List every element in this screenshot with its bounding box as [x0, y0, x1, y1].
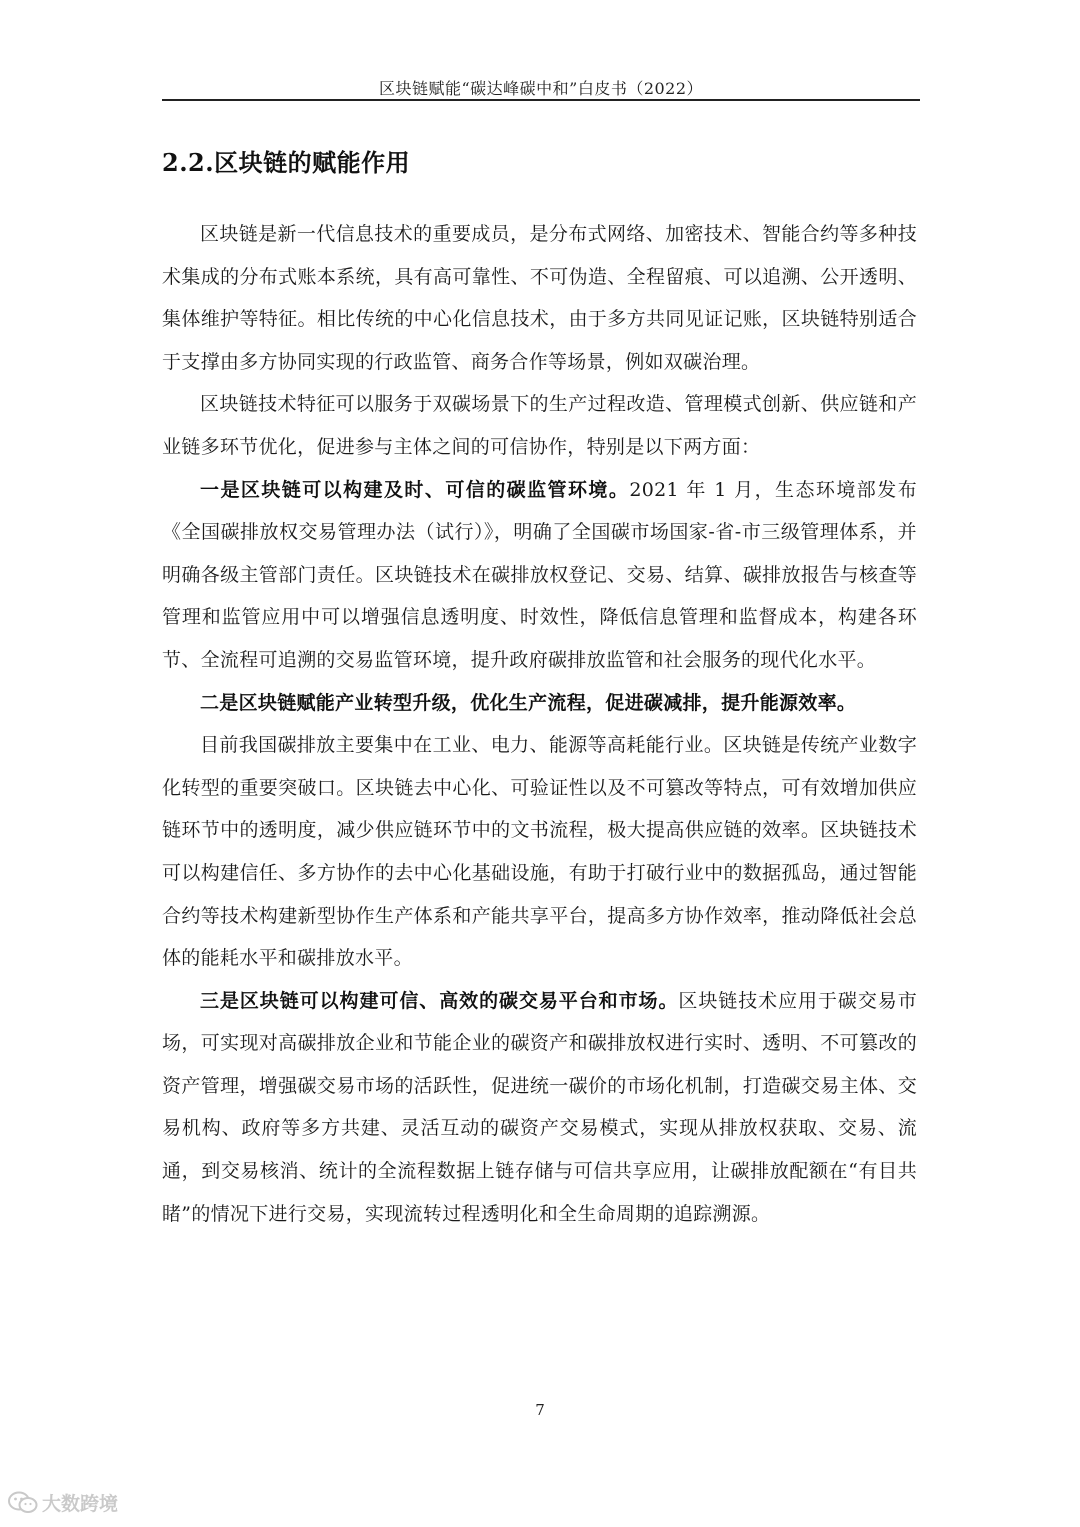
- paragraph-lead: 二是区块链赋能产业转型升级，优化生产流程，促进碳减排，提升能源效率。: [200, 691, 857, 714]
- paragraph: [162, 383, 917, 468]
- header-rule: [162, 99, 920, 101]
- paragraph: [162, 213, 917, 383]
- wechat-logo-icon: [8, 1491, 38, 1515]
- section-heading: 2.2.区块链的赋能作用: [162, 148, 411, 177]
- page-number: 7: [535, 1401, 545, 1419]
- paragraph-text: 区块链是新一代信息技术的重要成员，是分布式网络、加密技术、智能合约等多种技术集成的分布式账本系统，具有高可靠性、不可伪造、全程留痕、可以追溯、公开透明、集体维护等特征。相比传统的中心化信息技术，由于多方共同见证记账，区块链特别适合于支撑由多方协同实现的行政监管、商务合作等场景，例如双碳治理。: [162, 223, 917, 373]
- paragraph: [162, 469, 917, 682]
- paragraph: [162, 980, 917, 1236]
- paragraph-text: 目前我国碳排放主要集中在工业、电力、能源等高耗能行业。区块链是传统产业数字化转型的重要突破口。区块链去中心化、可验证性以及不可篡改等特点，可有效增加供应链环节中的透明度，减少供应链环节中的文书流程，极大提高供应链的效率。区块链技术可以构建信任、多方协作的去中心化基础设施，有助于打破行业中的数据孤岛，通过智能合约等技术构建新型协作生产体系和产能共享平台，提高多方协作效率，推动降低社会总体的能耗水平和碳排放水平。: [162, 734, 917, 970]
- paragraph-lead: 一是区块链可以构建及时、可信的碳监管环境。: [200, 478, 630, 501]
- body-text: [162, 213, 917, 1235]
- paragraph-lead: 三是区块链可以构建可信、高效的碳交易平台和市场。: [200, 989, 679, 1012]
- running-header: 区块链赋能“碳达峰碳中和”白皮书（2022）: [378, 79, 704, 98]
- paragraph-text: 区块链技术特征可以服务于双碳场景下的生产过程改造、管理模式创新、供应链和产业链多环节优化，促进参与主体之间的可信协作，特别是以下两方面：: [162, 393, 917, 458]
- paragraph-text: 区块链技术应用于碳交易市场，可实现对高碳排放企业和节能企业的碳资产和碳排放权进行实时、透明、不可篡改的资产管理，增强碳交易市场的活跃性，促进统一碳价的市场化机制，打造碳交易主体、交易机构、政府等多方共建、灵活互动的碳资产交易模式，实现从排放权获取、交易、流通，到交易核消、统计的全流程数据上链存储与可信共享应用，让碳排放配额在“有目共睹”的情况下进行交易，实现流转过程透明化和全生命周期的追踪溯源。: [162, 989, 917, 1225]
- paragraph-text: 2021 年 1 月，生态环境部发布《全国碳排放权交易管理办法（试行）》，明确了全国碳市场国家-省-市三级管理体系，并明确各级主管部门责任。区块链技术在碳排放权登记、交易、结算、碳排放报告与核查等管理和监管应用中可以增强信息透明度、时效性，降低信息管理和监督成本，构建各环节、全流程可追溯的交易监管环境，提升政府碳排放监管和社会服务的现代化水平。: [162, 478, 917, 671]
- paragraph: [162, 724, 917, 980]
- watermark-text: 大数跨境: [42, 1493, 119, 1515]
- paragraph-bold: [162, 682, 917, 725]
- watermark: [8, 1489, 118, 1516]
